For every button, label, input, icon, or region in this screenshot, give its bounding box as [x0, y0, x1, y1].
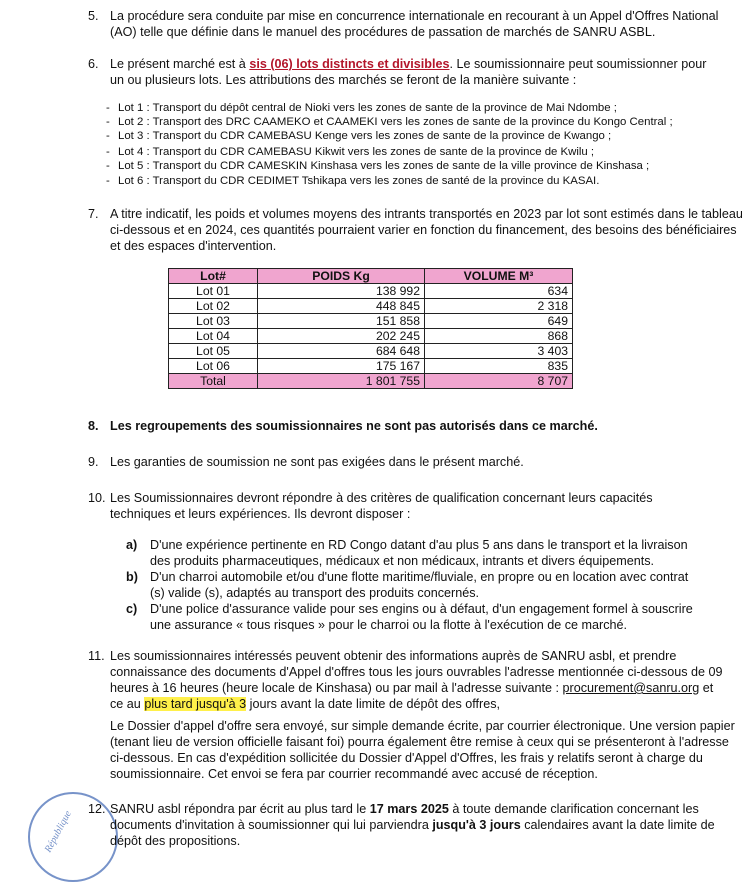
- criterion-c: [150, 601, 693, 633]
- text-run: . Le soumissionnaire peut soumissionner pour: [449, 57, 707, 71]
- item-number-6: 6.: [88, 57, 99, 71]
- lot-list-item-4: - Lot 4 : Transport du CDR CAMEBASU Kikwit vers les zones de sante de la province de Kwilu ;: [106, 146, 595, 158]
- lot-list-item-5: - Lot 5 : Transport du CDR CAMESKIN Kinshasa vers les zones de sante de la ville province de Kinshasa ;: [106, 160, 650, 172]
- lot-text: Lot 6 : Transport du CDR CEDIMET Tshikapa vers les zones de santé de la province du KASAI.: [118, 175, 600, 187]
- table-cell: 1 801 755: [258, 374, 425, 389]
- paragraph-line: une assurance « tous risques » pour le charroi ou la flotte à l'exécution de ce marché.: [150, 618, 628, 632]
- lot-text: Lot 2 : Transport des DRC CAAMEKO et CAAMEKI vers les zones de sante de la province du Kongo Central ;: [118, 116, 673, 128]
- table-cell: 835: [425, 359, 573, 374]
- paragraph-12: [110, 801, 715, 849]
- table-row: [169, 284, 573, 299]
- text-run: SANRU asbl répondra par écrit au plus tard le: [110, 802, 370, 816]
- text-run: heures à 16 heures (heure locale de Kinshasa) ou par mail à l'adresse suivante :: [110, 681, 563, 695]
- paragraph-line: [110, 817, 715, 833]
- criterion-letter-b: b): [126, 570, 138, 584]
- transport-volume-table: [168, 268, 573, 389]
- table-row: [169, 314, 573, 329]
- criterion-letter-a: a): [126, 538, 138, 552]
- paragraph-line: ci-dessous. En cas d'expédition sollicitée du Dossier d'Appel d'Offres, les frais y relatifs seront à charge du: [110, 751, 703, 765]
- paragraph-line: (AO) telle que définie dans le manuel des procédures de passation de marchés de SANRU ASBL.: [110, 25, 656, 39]
- table-cell: 151 858: [258, 314, 425, 329]
- lot-text: Lot 1 : Transport du dépôt central de Nioki vers les zones de sante de la province de Mai Ndombe ;: [118, 102, 617, 114]
- table-cell: Lot 01: [169, 284, 258, 299]
- highlighted-deadline: plus tard jusqu'à 3: [144, 697, 247, 711]
- column-header-poids: POIDS Kg: [258, 269, 425, 284]
- table-header-row: [169, 269, 573, 284]
- paragraph-line: Les Soumissionnaires devront répondre à des critères de qualification concernant leurs capacités: [110, 491, 653, 505]
- item-number-8: 8.: [88, 419, 99, 433]
- paragraph-5: [110, 8, 718, 40]
- paragraph-8: Les regroupements des soumissionnaires ne sont pas autorisés dans ce marché.: [110, 419, 598, 433]
- paragraph-line: [110, 56, 706, 72]
- text-run: et: [699, 681, 714, 695]
- lots-emphasis: sis (06) lots distincts et divisibles: [249, 57, 450, 71]
- clarification-date: 17 mars 2025: [369, 802, 449, 816]
- paragraph-11-details: [110, 718, 735, 782]
- table-cell: Lot 03: [169, 314, 258, 329]
- item-number-9: 9.: [88, 455, 99, 469]
- table-total-row: [169, 374, 573, 389]
- table-cell: 448 845: [258, 299, 425, 314]
- table-row: [169, 359, 573, 374]
- lot-list-item-2: - Lot 2 : Transport des DRC CAAMEKO et CAAMEKI vers les zones de sante de la province du Kongo Central ;: [106, 116, 673, 128]
- paragraph-line: des produits pharmaceutiques, médicaux et non médicaux, intrants et divers équipements.: [150, 554, 655, 568]
- paragraph-line: (tenant lieu de version officielle faisant foi) pourra également être remise à ceux qui se présenteront à l'adresse: [110, 735, 729, 749]
- clarification-delay: jusqu'à 3 jours: [432, 818, 521, 832]
- paragraph-9: Les garanties de soumission ne sont pas exigées dans le présent marché.: [110, 455, 524, 469]
- column-header-volume: VOLUME M³: [425, 269, 573, 284]
- lot-list-item-6: - Lot 6 : Transport du CDR CEDIMET Tshikapa vers les zones de santé de la province du KASAI.: [106, 175, 600, 187]
- paragraph-line: (s) valide (s), adaptés au transport des produits concernés.: [150, 586, 479, 600]
- lot-text: Lot 4 : Transport du CDR CAMEBASU Kikwit vers les zones de sante de la province de Kwilu ;: [118, 146, 595, 158]
- lot-text: Lot 3 : Transport du CDR CAMEBASU Kenge vers les zones de sante de la province de Kwango ;: [118, 130, 612, 142]
- table-cell: 202 245: [258, 329, 425, 344]
- paragraph-line: D'une police d'assurance valide pour ses engins ou à défaut, d'un engagement formel à souscrire: [150, 602, 693, 616]
- paragraph-line: connaissance des documents d'Appel d'offres tous les jours ouvrables l'adresse mentionnée ci-dessous de 09: [110, 665, 723, 679]
- stamp-text: République: [42, 809, 74, 855]
- table-cell: 649: [425, 314, 573, 329]
- paragraph-7: [110, 206, 743, 254]
- lot-text: Lot 5 : Transport du CDR CAMESKIN Kinshasa vers les zones de sante de la ville province de Kinshasa ;: [118, 160, 650, 172]
- lot-list-item-1: - Lot 1 : Transport du dépôt central de Nioki vers les zones de sante de la province de Mai Ndombe ;: [106, 102, 617, 114]
- lot-list-item-3: - Lot 3 : Transport du CDR CAMEBASU Kenge vers les zones de sante de la province de Kwango ;: [106, 130, 612, 142]
- paragraph-11: [110, 648, 723, 712]
- text-run: documents d'invitation à soumissionner qui lui parviendra: [110, 818, 433, 832]
- table-row: [169, 344, 573, 359]
- table-cell: 3 403: [425, 344, 573, 359]
- paragraph-line: soumissionnaire. Cet envoi se fera par courrier recommandé avec accusé de réception.: [110, 767, 598, 781]
- table-cell: 684 648: [258, 344, 425, 359]
- paragraph-6: [110, 56, 706, 88]
- paragraph-line: D'une expérience pertinente en RD Congo datant d'au plus 5 ans dans le transport et la livraison: [150, 538, 688, 552]
- paragraph-line: D'un charroi automobile et/ou d'une flotte maritime/fluviale, en propre ou en location avec contrat: [150, 570, 689, 584]
- text-run: calendaires avant la date limite de: [520, 818, 715, 832]
- paragraph-10: [110, 490, 653, 522]
- paragraph-line: ci-dessous et en 2024, ces quantités pourraient varier en fonction du financement, des besoins des bénéficiaires: [110, 223, 737, 237]
- paragraph-line: [110, 696, 723, 712]
- table-cell: Lot 04: [169, 329, 258, 344]
- column-header-lot: Lot#: [169, 269, 258, 284]
- table-cell: Lot 02: [169, 299, 258, 314]
- table-cell: 175 167: [258, 359, 425, 374]
- table-cell: 2 318: [425, 299, 573, 314]
- criterion-b: [150, 569, 688, 601]
- item-number-12: 12.: [88, 802, 106, 816]
- text-run: à toute demande clarification concernant les: [448, 802, 699, 816]
- paragraph-line: Les soumissionnaires intéressés peuvent obtenir des informations auprès de SANRU asbl, et prendre: [110, 649, 677, 663]
- paragraph-line: A titre indicatif, les poids et volumes moyens des intrants transportés en 2023 par lot sont estimés dans le tableau: [110, 207, 743, 221]
- item-number-10: 10.: [88, 491, 106, 505]
- paragraph-line: La procédure sera conduite par mise en concurrence internationale en recourant à un Appel d'Offres National: [110, 9, 719, 23]
- paragraph-line: dépôt des propositions.: [110, 834, 241, 848]
- text-run: ce au: [110, 697, 145, 711]
- criterion-a: [150, 537, 688, 569]
- item-number-7: 7.: [88, 207, 99, 221]
- criterion-letter-c: c): [126, 602, 138, 616]
- item-number-5: 5.: [88, 9, 99, 23]
- paragraph-line: et des espaces d'intervention.: [110, 239, 277, 253]
- email-link[interactable]: procurement@sanru.org: [562, 681, 700, 695]
- table-cell: 634: [425, 284, 573, 299]
- table-cell: Total: [169, 374, 258, 389]
- text-run: jours avant la date limite de dépôt des offres,: [246, 697, 501, 711]
- paragraph-line: Le Dossier d'appel d'offre sera envoyé, sur simple demande écrite, par courrier électronique. Une version papier: [110, 719, 735, 733]
- paragraph-line: [110, 801, 715, 817]
- table-cell: Lot 06: [169, 359, 258, 374]
- table-row: [169, 299, 573, 314]
- paragraph-line: [110, 680, 723, 696]
- table-row: [169, 329, 573, 344]
- paragraph-line: un ou plusieurs lots. Les attributions des marchés se feront de la manière suivante :: [110, 73, 577, 87]
- table-cell: Lot 05: [169, 344, 258, 359]
- text-run: Le présent marché est à: [110, 57, 250, 71]
- table-cell: 138 992: [258, 284, 425, 299]
- table-cell: 8 707: [425, 374, 573, 389]
- table-cell: 868: [425, 329, 573, 344]
- paragraph-line: techniques et leurs expériences. Ils devront disposer :: [110, 507, 411, 521]
- item-number-11: 11.: [88, 649, 105, 663]
